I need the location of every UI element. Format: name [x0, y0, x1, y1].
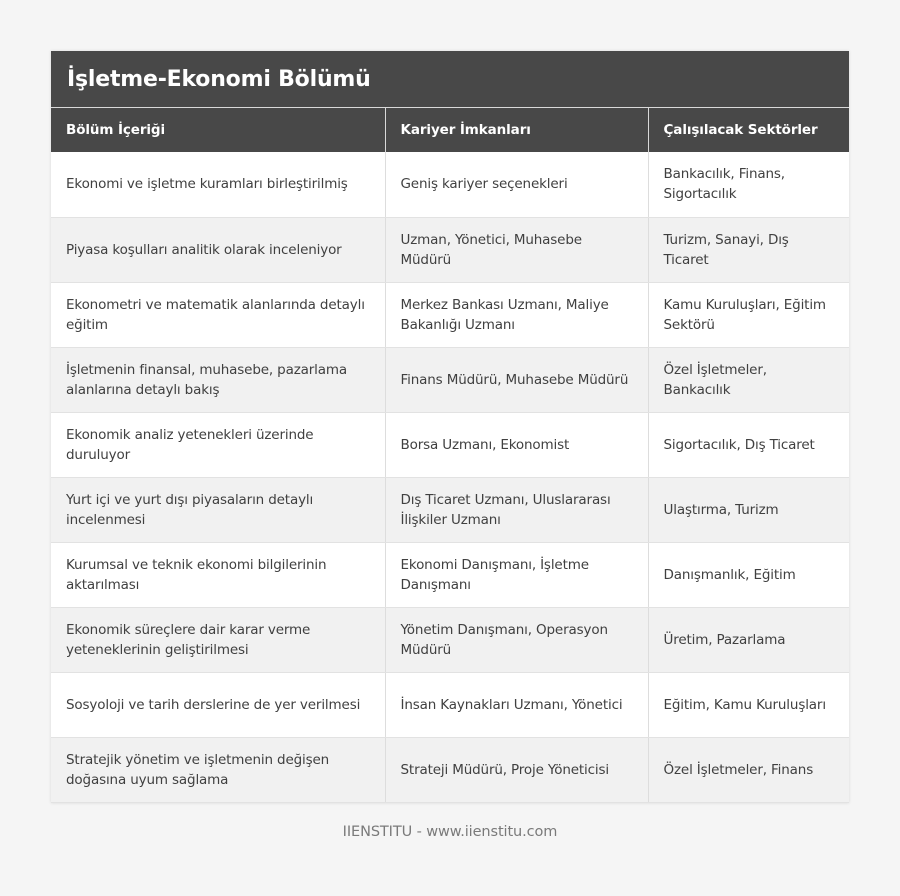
cell-careers: Borsa Uzmanı, Ekonomist: [385, 412, 648, 477]
cell-content: Ekonomik süreçlere dair karar verme yeteneklerinin geliştirilmesi: [51, 607, 385, 672]
table-row: [51, 672, 849, 737]
table-row: [51, 607, 849, 672]
cell-careers: Merkez Bankası Uzmanı, Maliye Bakanlığı Uzmanı: [385, 282, 648, 347]
column-header-sectors: Çalışılacak Sektörler: [648, 108, 849, 152]
career-table: [51, 108, 849, 803]
table-row: [51, 542, 849, 607]
table-card: [51, 51, 849, 803]
cell-sectors: Özel İşletmeler, Finans: [648, 737, 849, 802]
cell-sectors: Turizm, Sanayi, Dış Ticaret: [648, 217, 849, 282]
header-row: [51, 108, 849, 152]
column-header-careers: Kariyer İmkanları: [385, 108, 648, 152]
cell-sectors: Bankacılık, Finans, Sigortacılık: [648, 152, 849, 217]
cell-content: Piyasa koşulları analitik olarak inceleniyor: [51, 217, 385, 282]
cell-content: Kurumsal ve teknik ekonomi bilgilerinin aktarılması: [51, 542, 385, 607]
cell-content: Stratejik yönetim ve işletmenin değişen doğasına uyum sağlama: [51, 737, 385, 802]
cell-content: Ekonomi ve işletme kuramları birleştirilmiş: [51, 152, 385, 217]
table-title: İşletme-Ekonomi Bölümü: [67, 66, 371, 92]
cell-careers: Yönetim Danışmanı, Operasyon Müdürü: [385, 607, 648, 672]
cell-sectors: Eğitim, Kamu Kuruluşları: [648, 672, 849, 737]
cell-content: Ekonometri ve matematik alanlarında detaylı eğitim: [51, 282, 385, 347]
table-row: [51, 477, 849, 542]
cell-careers: Finans Müdürü, Muhasebe Müdürü: [385, 347, 648, 412]
cell-careers: Geniş kariyer seçenekleri: [385, 152, 648, 217]
cell-content: Sosyoloji ve tarih derslerine de yer verilmesi: [51, 672, 385, 737]
table-row: [51, 347, 849, 412]
table-row: [51, 282, 849, 347]
cell-content: İşletmenin finansal, muhasebe, pazarlama alanlarına detaylı bakış: [51, 347, 385, 412]
footer-credit: IIENSTITU - www.iienstitu.com: [342, 824, 558, 840]
cell-sectors: Sigortacılık, Dış Ticaret: [648, 412, 849, 477]
cell-sectors: Özel İşletmeler, Bankacılık: [648, 347, 849, 412]
table-row: [51, 152, 849, 217]
title-bar: [51, 51, 849, 108]
cell-sectors: Danışmanlık, Eğitim: [648, 542, 849, 607]
cell-careers: Ekonomi Danışmanı, İşletme Danışmanı: [385, 542, 648, 607]
cell-sectors: Kamu Kuruluşları, Eğitim Sektörü: [648, 282, 849, 347]
cell-careers: Strateji Müdürü, Proje Yöneticisi: [385, 737, 648, 802]
cell-careers: İnsan Kaynakları Uzmanı, Yönetici: [385, 672, 648, 737]
cell-sectors: Ulaştırma, Turizm: [648, 477, 849, 542]
cell-sectors: Üretim, Pazarlama: [648, 607, 849, 672]
table-row: [51, 737, 849, 802]
cell-content: Yurt içi ve yurt dışı piyasaların detaylı incelenmesi: [51, 477, 385, 542]
cell-careers: Dış Ticaret Uzmanı, Uluslararası İlişkiler Uzmanı: [385, 477, 648, 542]
table-row: [51, 217, 849, 282]
cell-content: Ekonomik analiz yetenekleri üzerinde duruluyor: [51, 412, 385, 477]
column-header-content: Bölüm İçeriği: [51, 108, 385, 152]
cell-careers: Uzman, Yönetici, Muhasebe Müdürü: [385, 217, 648, 282]
table-row: [51, 412, 849, 477]
